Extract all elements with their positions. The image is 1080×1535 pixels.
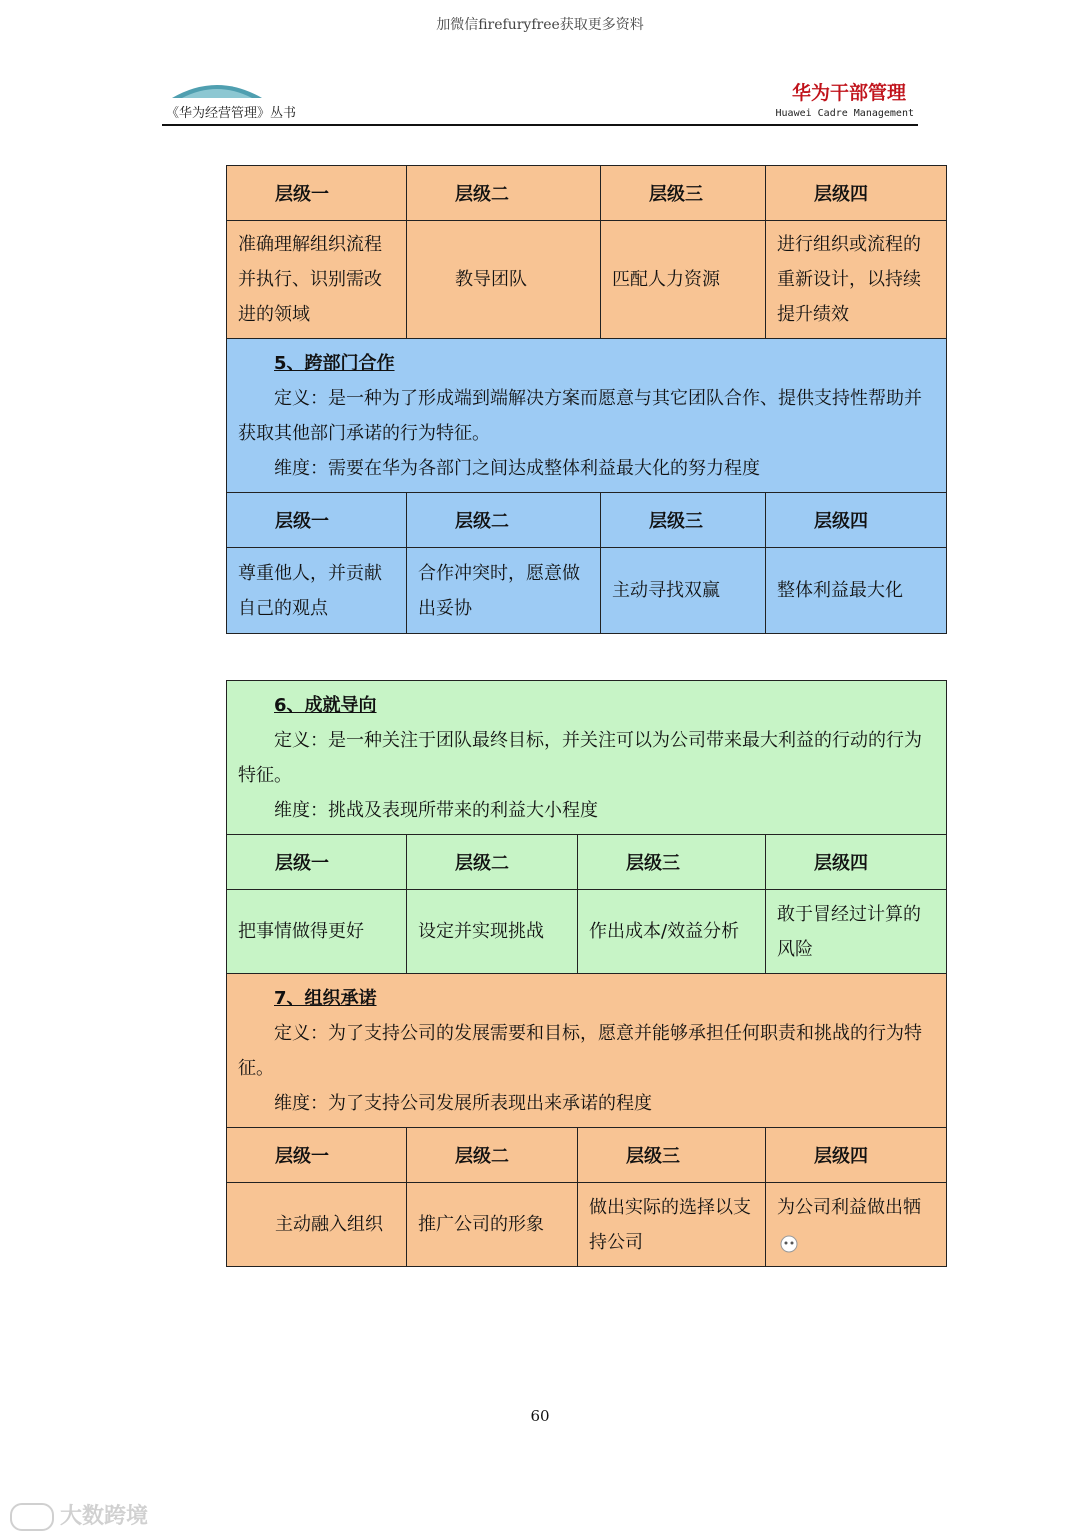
level-3-cell: 主动寻找双赢 — [601, 548, 766, 634]
level-3-header: 层级三 — [578, 835, 766, 890]
level-1-header: 层级一 — [227, 1128, 407, 1183]
level-4-text: 为公司利益做出牺 — [777, 1196, 921, 1218]
level-4-header: 层级四 — [766, 493, 947, 548]
watermark — [10, 1499, 148, 1531]
level-3-header: 层级三 — [601, 166, 766, 221]
watermark-logo-icon — [10, 1503, 54, 1531]
level-header-row — [227, 1128, 947, 1183]
series-title: 《华为经营管理》丛书 — [166, 106, 297, 121]
level-1-header: 层级一 — [227, 835, 407, 890]
competency-dimension: 维度：挑战及表现所带来的利益大小程度 — [274, 799, 598, 821]
header-rule — [162, 124, 918, 126]
page-number: 60 — [530, 1407, 550, 1425]
level-4-header: 层级四 — [766, 1128, 947, 1183]
level-3-header: 层级三 — [578, 1128, 766, 1183]
level-4-header: 层级四 — [766, 166, 947, 221]
competency-dimension: 维度：为了支持公司发展所表现出来承诺的程度 — [274, 1092, 652, 1114]
level-2-header: 层级二 — [407, 166, 601, 221]
level-content-row — [227, 890, 947, 974]
level-4-cell — [766, 1183, 947, 1267]
level-1-cell: 主动融入组织 — [227, 1183, 407, 1267]
brand-subtitle: Huawei Cadre Management — [775, 108, 914, 119]
page-header — [162, 78, 918, 126]
sticker-icon — [777, 1232, 807, 1254]
level-content-row — [227, 1183, 947, 1267]
level-1-header: 层级一 — [227, 493, 407, 548]
level-content-row — [227, 221, 947, 339]
competency-title: 6、成就导向 — [274, 694, 377, 716]
mountain-logo-icon — [172, 78, 262, 100]
level-2-cell: 推广公司的形象 — [407, 1183, 578, 1267]
competency-definition: 定义：为了支持公司的发展需要和目标，愿意并能够承担任何职责和挑战的行为特征。 — [238, 1022, 922, 1079]
level-2-header: 层级二 — [407, 835, 578, 890]
level-2-cell: 教导团队 — [407, 221, 601, 339]
level-3-cell: 做出实际的选择以支持公司 — [578, 1183, 766, 1267]
level-header-row — [227, 835, 947, 890]
level-3-cell: 作出成本/效益分析 — [578, 890, 766, 974]
level-header-row — [227, 166, 947, 221]
level-4-header: 层级四 — [766, 835, 947, 890]
level-4-cell: 整体利益最大化 — [766, 548, 947, 634]
competency-table-4-5 — [226, 165, 947, 634]
competency-title: 7、组织承诺 — [274, 987, 377, 1009]
competency-definition-row — [227, 974, 947, 1128]
level-2-header: 层级二 — [407, 493, 601, 548]
competency-title: 5、跨部门合作 — [274, 352, 395, 374]
level-2-cell: 合作冲突时，愿意做出妥协 — [407, 548, 601, 634]
level-1-cell: 把事情做得更好 — [227, 890, 407, 974]
level-header-row — [227, 493, 947, 548]
competency-definition-row — [227, 339, 947, 493]
competency-dimension: 维度：需要在华为各部门之间达成整体利益最大化的努力程度 — [274, 457, 760, 479]
brand-title: 华为干部管理 — [791, 82, 906, 104]
level-1-cell: 准确理解组织流程并执行、识别需改进的领域 — [227, 221, 407, 339]
competency-definition: 定义：是一种关注于团队最终目标，并关注可以为公司带来最大利益的行动的行为特征。 — [238, 729, 922, 786]
level-1-header: 层级一 — [227, 166, 407, 221]
level-3-cell: 匹配人力资源 — [601, 221, 766, 339]
top-note: 加微信firefuryfree获取更多资料 — [436, 17, 644, 33]
level-4-cell: 进行组织或流程的重新设计，以持续提升绩效 — [766, 221, 947, 339]
level-2-header: 层级二 — [407, 1128, 578, 1183]
level-4-cell: 敢于冒经过计算的风险 — [766, 890, 947, 974]
level-content-row — [227, 548, 947, 634]
competency-definition-row — [227, 681, 947, 835]
competency-table-6-7 — [226, 680, 947, 1267]
competency-definition: 定义：是一种为了形成端到端解决方案而愿意与其它团队合作、提供支持性帮助并获取其他部门承诺的行为特征。 — [238, 387, 922, 444]
level-2-cell: 设定并实现挑战 — [407, 890, 578, 974]
level-3-header: 层级三 — [601, 493, 766, 548]
watermark-text: 大数跨境 — [60, 1504, 149, 1529]
level-1-cell: 尊重他人，并贡献自己的观点 — [227, 548, 407, 634]
